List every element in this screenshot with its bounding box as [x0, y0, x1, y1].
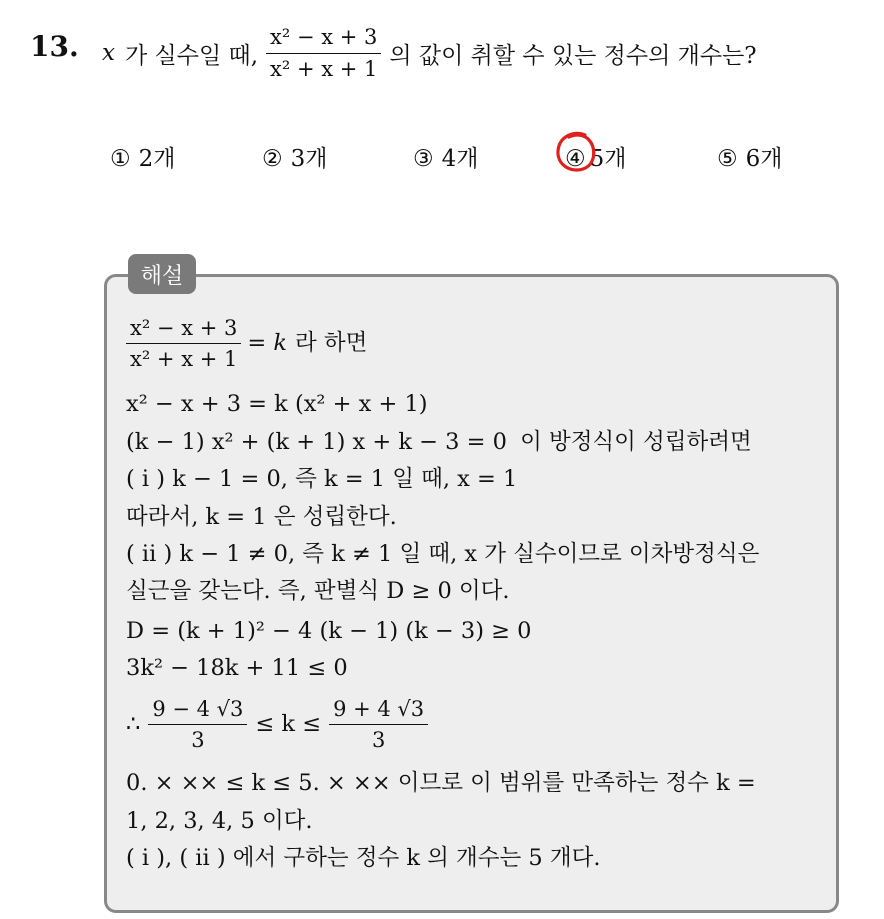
solution-line-7: 실근을 갖는다. 즉, 판별식 D ≥ 0 이다. — [126, 578, 510, 604]
option-3-text: 4개 — [441, 146, 479, 172]
option-4-text: 5개 — [589, 146, 627, 172]
solution-line-4-text: 즉 k = 1 일 때, x = 1 — [295, 466, 518, 492]
lower-bound-denominator: 3 — [191, 728, 205, 753]
option-5-text: 6개 — [745, 146, 783, 172]
solution-fraction — [126, 316, 241, 371]
question-text-before: 가 실수일 때, — [124, 42, 259, 69]
question-text — [102, 20, 757, 86]
option-5[interactable] — [717, 140, 782, 173]
question-fraction-denominator: x² + x + 1 — [270, 56, 378, 81]
solution-line-3 — [126, 431, 752, 454]
solution-fraction-denominator: x² + x + 1 — [130, 347, 238, 372]
question-text-after: 의 값이 취할 수 있는 정수의 개수는? — [389, 42, 757, 69]
option-1-symbol: ① — [110, 146, 131, 172]
question-number: 13. — [30, 30, 79, 63]
solution-line-4 — [126, 468, 517, 491]
solution-tag: 해설 — [128, 254, 196, 294]
solution-line-1: $\frac{\text{x² − x + 3}}{\text{x² + x + 1}}$ = k 라 하면 — [126, 316, 367, 371]
solution-line-8: D = (k + 1)² − 4 (k − 1) (k − 3) ≥ 0 — [126, 618, 532, 644]
therefore-symbol: ∴ — [126, 711, 141, 738]
solution-line-13: ( i ), ( ii ) 에서 구하는 정수 k 의 개수는 5 개다. — [126, 845, 601, 871]
case-ii-label: ( ii ) — [126, 541, 173, 567]
option-5-symbol: ⑤ — [717, 146, 738, 172]
option-1[interactable] — [110, 140, 175, 173]
option-4-symbol: ④ — [565, 146, 586, 172]
upper-bound-fraction — [329, 697, 428, 752]
option-2-text: 3개 — [290, 146, 328, 172]
solution-line-3-text: 이 방정식이 성립하려면 — [520, 429, 752, 455]
solution-line-1-text: 라 하면 — [295, 330, 368, 357]
answer-circle-mark — [553, 129, 599, 175]
solution-line-12: 1, 2, 3, 4, 5 이다. — [126, 808, 313, 834]
solution-line-9: 3k² − 18k + 11 ≤ 0 — [126, 655, 348, 681]
option-3-symbol: ③ — [413, 146, 434, 172]
solution-line-6-text: k − 1 ≠ 0, 즉 k ≠ 1 일 때, x 가 실수이므로 이차방정식은 — [179, 541, 760, 567]
upper-bound-denominator: 3 — [371, 728, 386, 753]
case-i-label: ( i ) — [126, 466, 166, 492]
lower-bound-numerator: 9 − 4 √3 — [148, 697, 247, 725]
solution-line-2: x² − x + 3 = k (x² + x + 1) — [126, 391, 428, 417]
question-fraction — [266, 25, 381, 80]
option-2-symbol: ② — [262, 146, 283, 172]
solution-line-10 — [126, 697, 428, 752]
solution-line-3-math: (k − 1) x² + (k + 1) x + k − 3 = 0 — [126, 429, 507, 455]
solution-line-11: 0. × ×× ≤ k ≤ 5. × ×× 이므로 이 범위를 만족하는 정수 k = — [126, 770, 756, 796]
solution-fraction-numerator: x² − x + 3 — [126, 316, 241, 344]
inequality-middle: ≤ k ≤ — [255, 711, 322, 738]
option-2[interactable] — [262, 140, 327, 173]
variable-x: x — [102, 40, 115, 66]
option-3[interactable] — [413, 140, 478, 173]
question-fraction-numerator: x² − x + 3 — [266, 25, 381, 53]
solution-line-4-math: k − 1 = 0, — [172, 466, 288, 492]
upper-bound-numerator: 9 + 4 √3 — [329, 697, 428, 725]
solution-line-5: 따라서, k = 1 은 성립한다. — [126, 504, 397, 530]
option-1-text: 2개 — [138, 146, 176, 172]
lower-bound-fraction — [148, 697, 247, 752]
solution-line-6 — [126, 543, 759, 566]
